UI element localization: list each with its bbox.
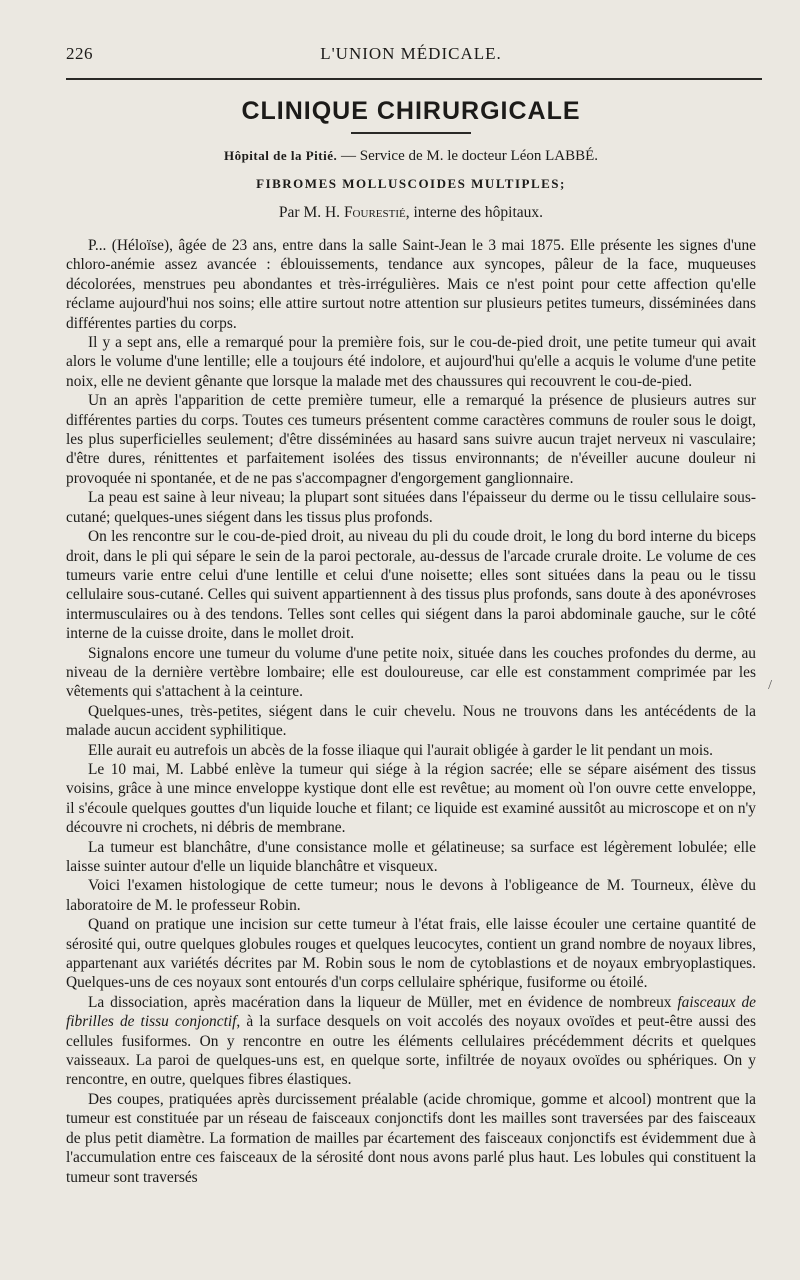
paragraph: La peau est saine à leur niveau; la plupart sont situées dans l'épaisseur du derme ou le tissu cellulaire sous-cutané; quelques-unes siégent dans les tissus plus profonds. (66, 489, 756, 526)
paragraph: Elle aurait eu autrefois un abcès de la fosse iliaque qui l'aurait obligée à garder le lit pendant un mois. (88, 741, 714, 759)
paragraph: Quand on pratique une incision sur cette tumeur à l'état frais, elle laisse écouler une certaine quantité de sérosité qui, outre quelques globules rouges et quelques leucocytes, contient un grand nombre de noyaux libres, appartenant aux variétés décrites par M. Robin sous le nom de cytoblastions et de noyaux embryoplastiques. Quelques-uns de ces noyaux sont entourés d'un corps cellulaire sphérique, fusiforme ou étoilé. (66, 916, 756, 992)
section-title: CLINIQUE CHIRURGICALE (241, 97, 581, 125)
hospital-line (66, 146, 756, 166)
paragraph-dissociation (66, 993, 756, 1090)
title-rule (351, 132, 471, 134)
running-header (66, 38, 756, 66)
paragraph-text: La dissociation, après macération dans la liqueur de Müller, met en évidence de nombreux (88, 993, 678, 1011)
header-rule (66, 78, 762, 80)
article-body (66, 236, 756, 1187)
paragraph: Il y a sept ans, elle a remarqué pour la première fois, sur le cou-de-pied droit, une petite tumeur qui avait alors le volume d'une lentille; elle a toujours été indolore, et aujourd'hui qu'elle a acquis le volume d'une petite noix, elle ne devient gênante que lorsque la malade met des chaussures qui recouvrent le cou-de-pied. (66, 334, 756, 390)
hospital-service: — Service de M. le docteur Léon LABBÉ. (341, 148, 599, 164)
author-name: Fourestié (343, 204, 406, 221)
author-prefix: Par M. H. (278, 204, 341, 221)
paragraph-last: Des coupes, pratiquées après durcissement préalable (acide chromique, gomme et alcool) montrent que la tumeur est constituée par un réseau de faisceaux conjonctifs dont les mailles sont traversées par des faisceaux de plus petit diamètre. La formation de mailles par écartement des faisceaux conjonctifs est évidemment due à l'accumulation entre ces faisceaux de la sérosité dont nous avons parlé plus haut. Les lobules qui constituent la tumeur sont traversés (66, 1090, 756, 1186)
hospital-name: Hôpital de la Pitié. (223, 148, 338, 163)
page-number: 226 (66, 44, 93, 63)
paragraph: Le 10 mai, M. Labbé enlève la tumeur qui siége à la région sacrée; elle se sépare aisément des tissus voisins, grâce à une mince enveloppe kystique dont elle est revêtue; au moment où l'on ouvre cette enveloppe, il s'écoule quelques gouttes d'un liquide louche et filant; ce liquide est examiné aussitôt au microscope et on n'y découvre ni crochets, ni débris de membrane. (66, 760, 756, 837)
journal-title: L'UNION MÉDICALE. (320, 44, 502, 63)
author-line (66, 202, 756, 224)
paragraph-italic-term: faisceaux de fibrilles de tissu conjonctif (66, 993, 756, 1031)
author-suffix: , interne des hôpitaux. (405, 204, 544, 221)
paragraph: On les rencontre sur le cou-de-pied droit, au niveau du pli du coude droit, le long du bord interne du biceps droit, dans le pli qui sépare le sein de la paroi pectorale, au-dessus de l'arcade crurale droite. Le volume de ces tumeurs varie entre celui d'une lentille et celui d'une noisette; elles sont situées dans la peau ou le tissu cellulaire sous-cutané. Celles qui suivent appartiennent à des tissus plus profonds, sans doute à des aponévroses intermusculaires ou à des tendons. Telles sont celles qui siégent dans la paroi abdominale gauche, sur le côté interne de la cuisse droite, dans le mollet droit. (66, 528, 756, 643)
paragraph: Voici l'examen histologique de cette tumeur; nous le devons à l'obligeance de M. Tourneux, élève du laboratoire de M. le professeur Robin. (66, 877, 756, 914)
paragraph: Un an après l'apparition de cette première tumeur, elle a remarqué la présence de plusieurs autres sur différentes parties du corps. Toutes ces tumeurs présentent comme caractères communs de rouler sous le doigt, les plus superficielles seulement; d'être disséminées au hasard sans suivre aucun trajet nerveux ni vasculaire; d'être dures, rénittentes et parfaitement isolées des tissus environnants; de n'éveiller aucune douleur ni provoquée ni spontanée, et de ne pas s'accompagner d'engorgement ganglionnaire. (66, 392, 756, 487)
paragraph: La tumeur est blanchâtre, d'une consistance molle et gélatineuse; sa surface est légèrement lobulée; elle laisse suinter autour d'elle un liquide blanchâtre et visqueux. (66, 838, 756, 875)
article-subject: FIBROMES MOLLUSCOIDES MULTIPLES; (256, 176, 566, 191)
paragraph: Signalons encore une tumeur du volume d'une petite noix, située dans les couches profondes du derme, au niveau de la dernière vertèbre lombaire; elle est douloureuse, car elle est constamment comprimée par les vêtements qui s'attachent à la ceinture. (66, 644, 756, 701)
margin-mark: / (768, 678, 772, 693)
paragraph: P... (Héloïse), âgée de 23 ans, entre dans la salle Saint-Jean le 3 mai 1875. Elle présente les signes d'une chloro-anémie assez avancée : éblouissements, tendance aux syncopes, pâleur de la face, muqueuses décolorées, menstrues peu abondantes et très-irrégulières. Mais ce n'est point pour cette affection qu'elle réclame aujourd'hui nos soins; elle attire surtout notre attention sur plusieurs petites tumeurs, disséminées dans différentes parties du corps. (66, 237, 756, 332)
paragraph-text: , à la surface desquels on voit accolés des noyaux ovoïdes et peut-être aussi des cellules fusiformes. On y rencontre en outre les éléments cellulaires précédemment décrits et quelques vaisseaux. La paroi de quelques-uns est, en quelque sorte, infiltrée de noyaux ovoïdes ou sphériques. On y rencontre, en outre, quelques fibres élastiques. (66, 1013, 757, 1089)
paragraph: Quelques-unes, très-petites, siégent dans le cuir chevelu. Nous ne trouvons dans les antécédents de la malade aucun accident syphilitique. (66, 702, 756, 740)
